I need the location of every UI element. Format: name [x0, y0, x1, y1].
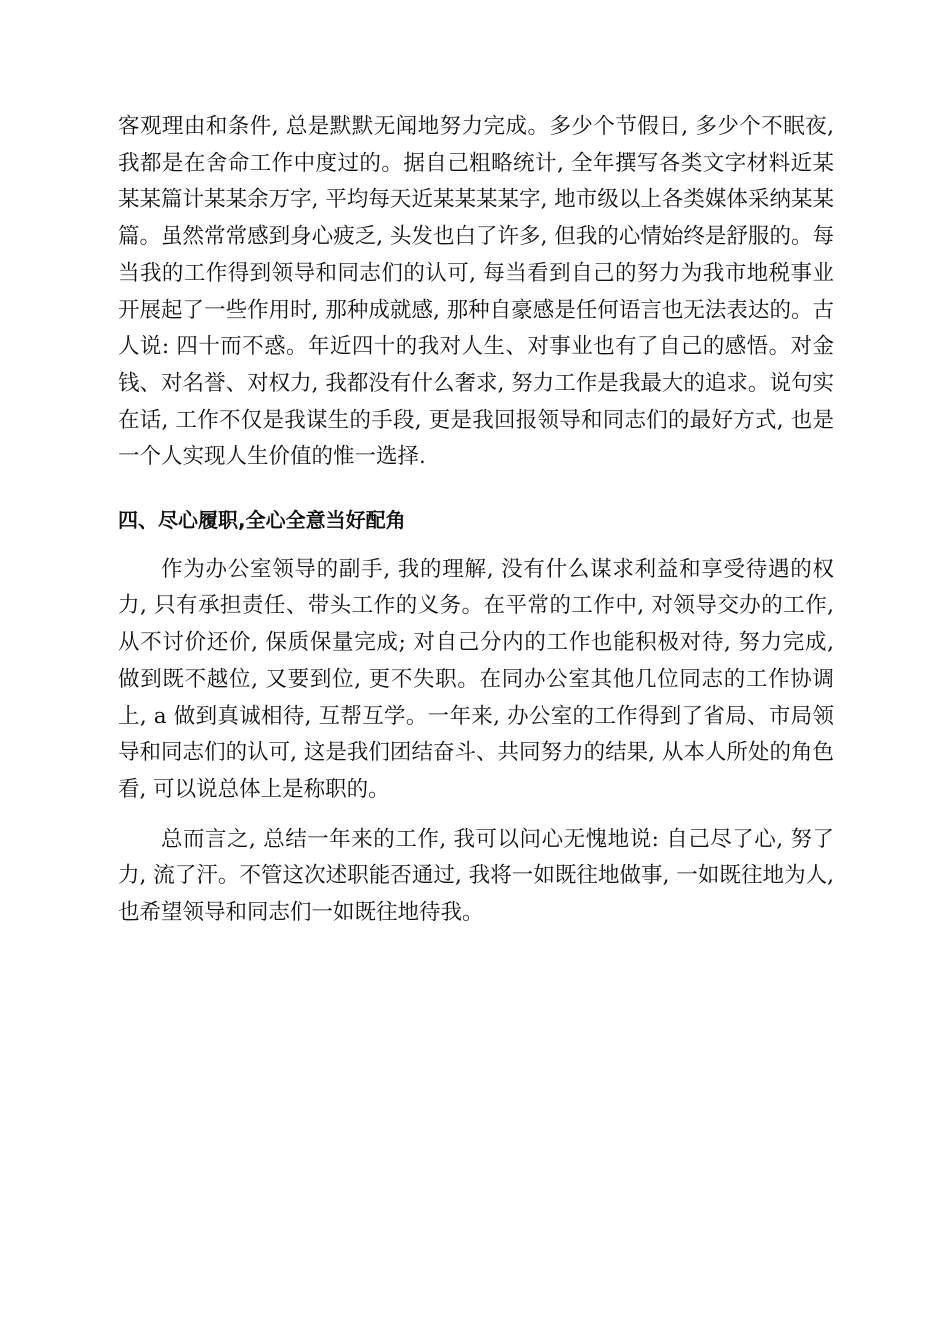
- paragraph-gap: [118, 809, 834, 822]
- paragraph-gap: [118, 476, 834, 489]
- document-body: [118, 109, 834, 932]
- section-heading: 四、尽心履职,全心全意当好配角: [118, 508, 406, 533]
- paragraph-role: 作为办公室领导的副手, 我的理解, 没有什么谋求利益和享受待遇的权力, 只有承担责任、带头工作的义务。在平常的工作中, 对领导交办的工作, 从不讨价还价, 保质保量完成; 对自己分内的工作也能积极对待, 努力完成, 做到既不越位, 又要到位, 更不失职。在同办公室其他几位同志的工作协调上, a 做到真诚相待, 互帮互学。一年来, 办公室的工作得到了省局、市局领导和同志们的认可, 这是我们团结奋斗、共同努力的结果, 从本人所处的角色看, 可以说总体上是称职的。: [118, 556, 834, 802]
- paragraph-continued: 客观理由和条件, 总是默默无闻地努力完成。多少个节假日, 多少个不眠夜, 我都是在舍命工作中度过的。据自己粗略统计, 全年撰写各类文字材料近某某某篇计某某余万字, 平均每天近某某某某字, 地市级以上各类媒体采纳某某篇。虽然常常感到身心疲乏, 头发也白了许多, 但我的心情始终是舒服的。每当我的工作得到领导和同志们的认可, 每当看到自己的努力为我市地税事业开展起了一些作用时, 那种成就感, 那种自豪感是任何语言也无法表达的。古人说: 四十而不惑。年近四十的我对人生、对事业也有了自己的感悟。对金钱、对名誉、对权力, 我都没有什么奢求, 努力工作是我最大的追求。说句实在话, 工作不仅是我谋生的手段, 更是我回报领导和同志们的最好方式, 也是一个人实现人生价值的惟一选择.: [118, 114, 834, 470]
- paragraph-conclusion: 总而言之, 总结一年来的工作, 我可以问心无愧地说: 自己尽了心, 努了力, 流了汗。不管这次述职能否通过, 我将一如既往地做事, 一如既往地为人, 也希望领导和同志们一如既往地待我。: [118, 826, 834, 926]
